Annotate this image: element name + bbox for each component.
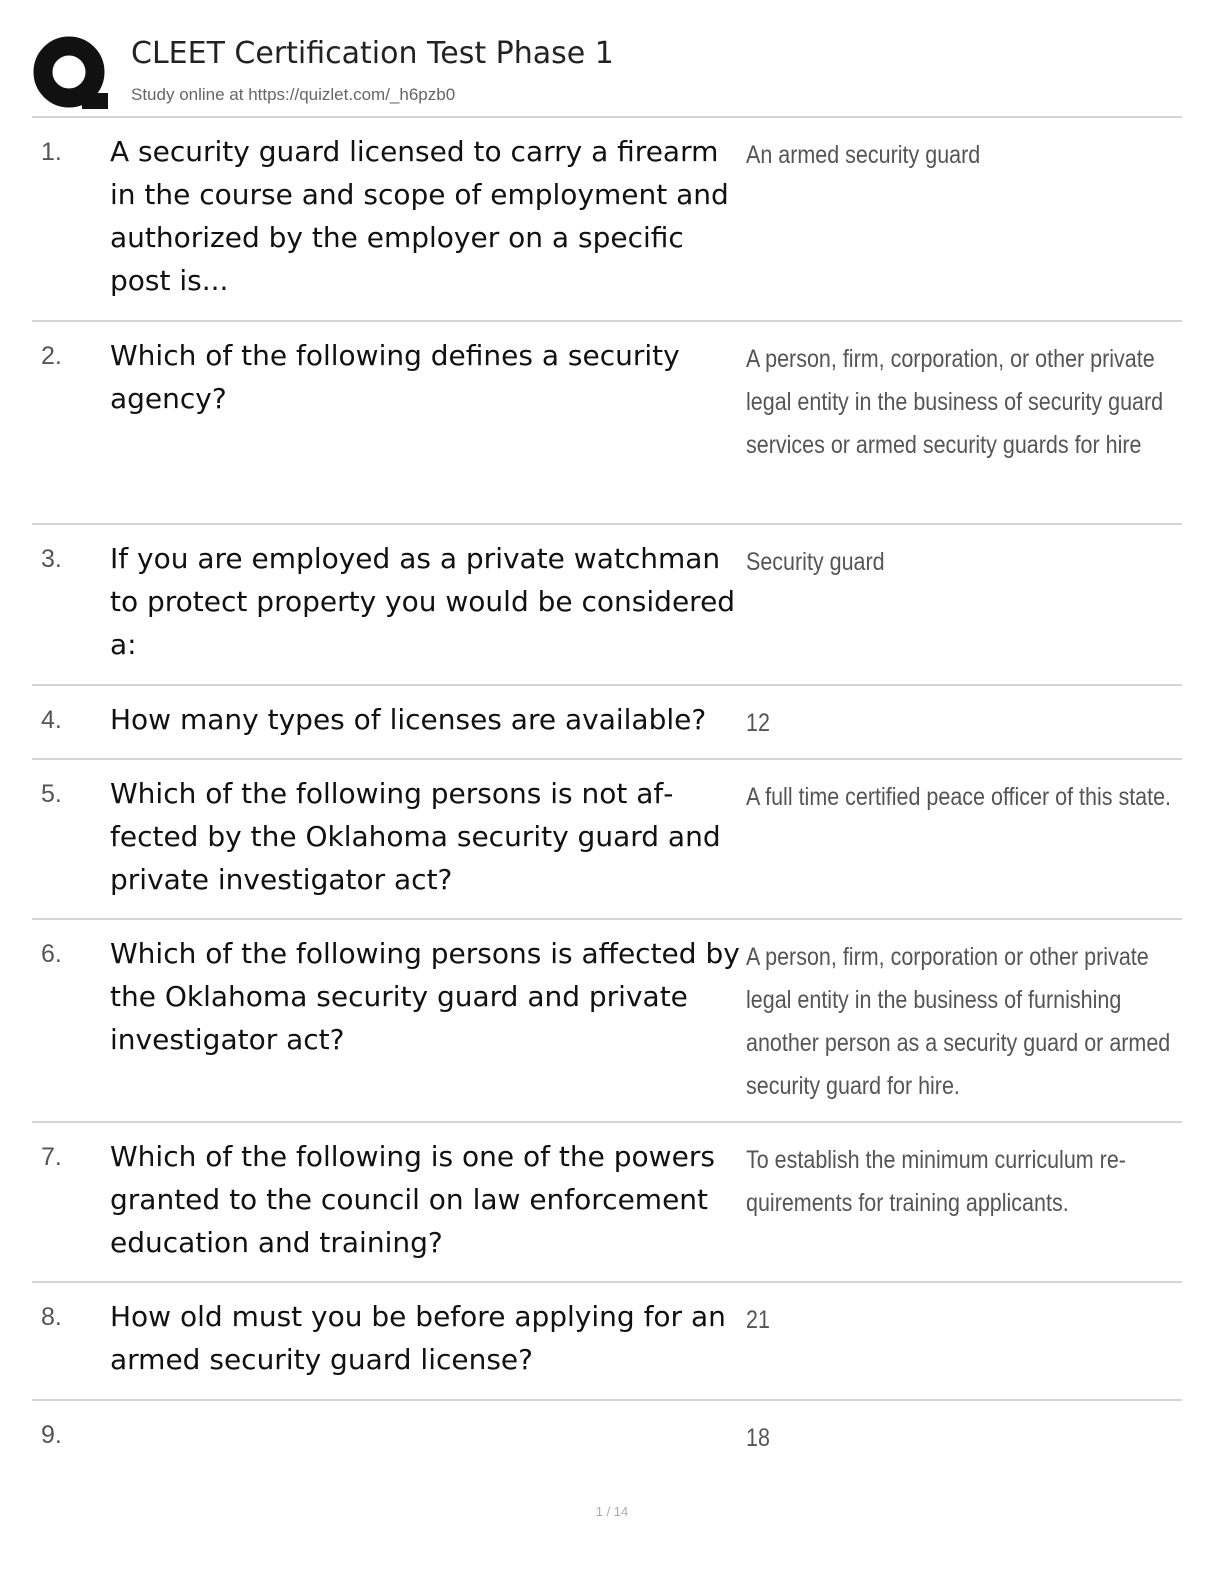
- card-number: 9.: [41, 1421, 62, 1449]
- card-definition: Security guard: [746, 548, 885, 576]
- card-term: How many types of licenses are available?: [110, 703, 707, 736]
- card-number: 3.: [41, 545, 62, 573]
- card-term: Which of the following is one of the powers granted to the council on law enforcement education and training?: [110, 1140, 715, 1259]
- card-definition: 18: [746, 1424, 770, 1452]
- card-term: Which of the following persons is affected by the Oklahoma security guard and private investigator act?: [110, 937, 740, 1056]
- card-definition: 12: [746, 709, 770, 737]
- card-term: If you are employed as a private watchman to protect property you would be considered a:: [110, 542, 736, 661]
- flashcard-row: [32, 1401, 1182, 1481]
- flashcard-row: [32, 118, 1182, 322]
- page-title: CLEET Certification Test Phase 1: [131, 36, 614, 71]
- card-number: 6.: [41, 940, 62, 968]
- quizlet-logo-icon: [32, 35, 110, 113]
- card-number: 2.: [41, 342, 62, 370]
- flashcard-row: [32, 686, 1182, 760]
- page-number: 1 / 14: [595, 1504, 629, 1519]
- card-definition: A full time certified peace officer of this state.: [746, 783, 1172, 811]
- card-number: 8.: [41, 1303, 62, 1331]
- card-definition: A person, firm, corporation or other private legal entity in the business of furnishing another person as a security guard or armed security guard for hire.: [746, 943, 1171, 1100]
- flashcard-list: [32, 118, 1182, 1481]
- flashcard-row: [32, 760, 1182, 920]
- flashcard-row: [32, 1123, 1182, 1283]
- card-term: Which of the following persons is not affected by the Oklahoma security guard and private investigator act?: [110, 777, 721, 896]
- flashcard-row: [32, 1283, 1182, 1401]
- card-definition: 21: [746, 1306, 770, 1334]
- study-online-link[interactable]: Study online at https://quizlet.com/_h6pzb0: [131, 85, 456, 104]
- flashcard-row: [32, 920, 1182, 1123]
- document-header: [32, 30, 1182, 116]
- card-definition: A person, firm, corporation, or other private legal entity in the business of security guard services or armed security guards for hire: [746, 345, 1164, 459]
- card-term: How old must you be before applying for an armed security guard license?: [110, 1300, 726, 1376]
- card-term: A security guard licensed to carry a firearm in the course and scope of employment and authorized by the employer on a specific post is...: [110, 135, 729, 297]
- card-definition: To establish the minimum curriculum requirements for training applicants.: [746, 1146, 1126, 1217]
- flashcard-row: [32, 322, 1182, 525]
- card-term: Which of the following defines a security agency?: [110, 339, 680, 415]
- card-number: 4.: [41, 706, 62, 734]
- card-number: 1.: [41, 138, 62, 166]
- card-number: 7.: [41, 1143, 62, 1171]
- card-definition: An armed security guard: [746, 141, 981, 169]
- flashcard-row: [32, 525, 1182, 686]
- card-number: 5.: [41, 780, 62, 808]
